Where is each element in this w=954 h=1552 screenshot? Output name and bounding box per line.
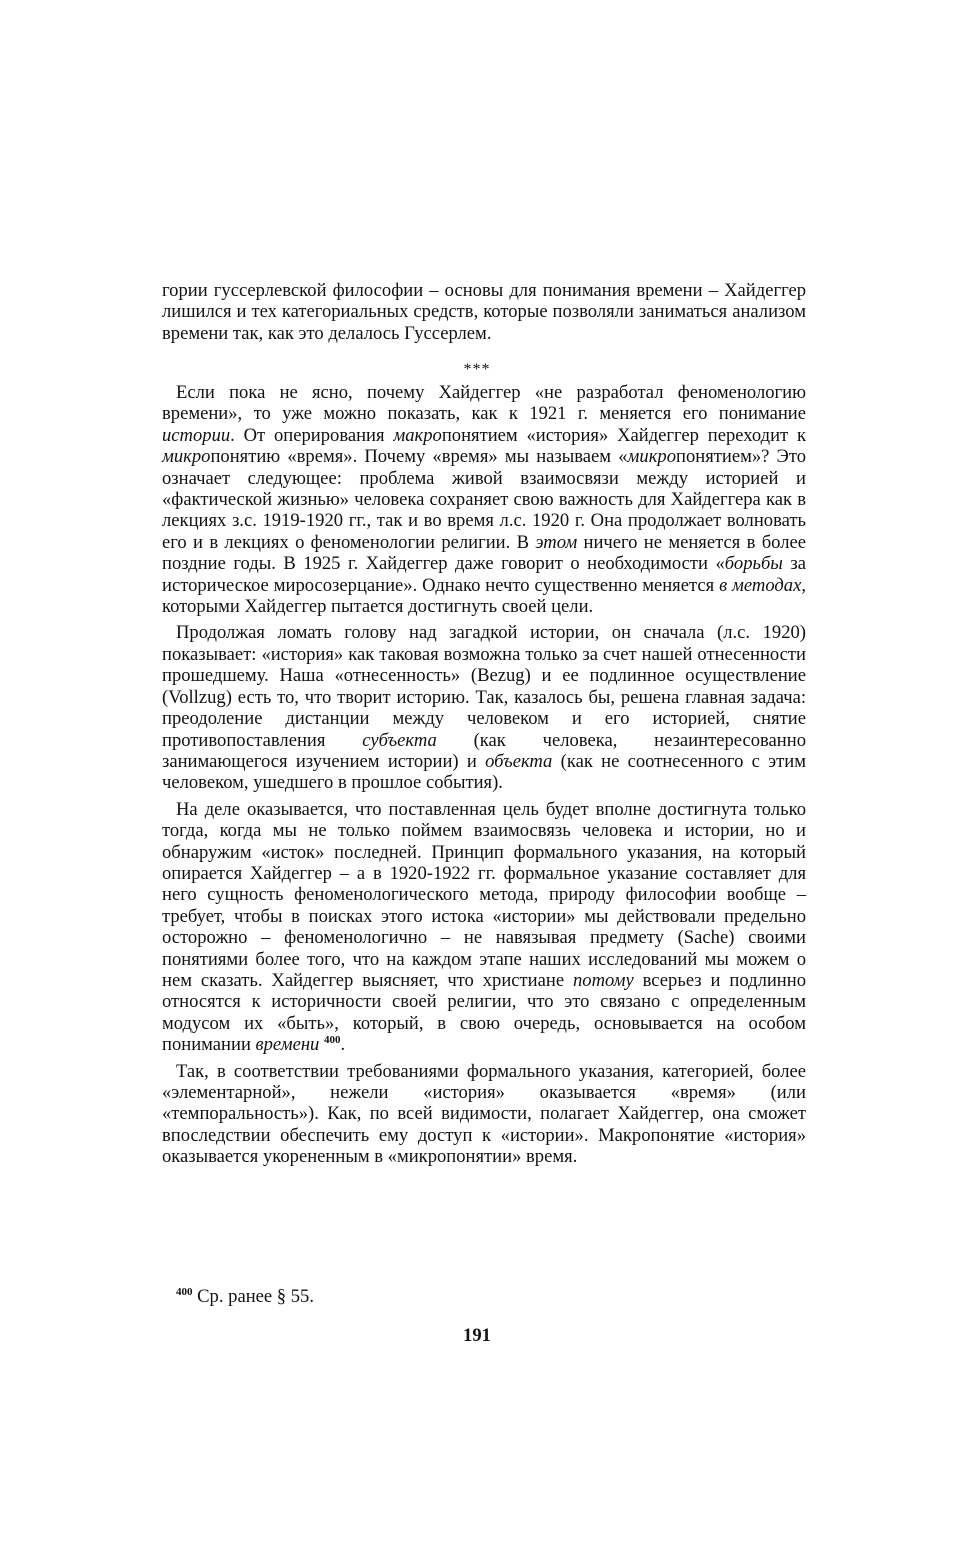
text-run: понятию «время». Почему «время» мы называем « [210,446,628,468]
paragraph [162,622,806,793]
italic-text: борьбы [724,553,783,575]
italic-text: субъекта [362,729,437,751]
italic-text: этом [535,531,578,553]
footnote-text: Ср. ранее § 55. [192,1286,314,1307]
text-run: (как не соотнесенного с этим человеком, ушедшего в прошлое события). [162,750,806,794]
footnote [176,1286,314,1308]
text-run: , которыми Хайдеггер пытается достигнуть своей цели. [162,574,807,618]
main-text [162,382,806,1173]
footnote-reference: 400 [324,1034,341,1046]
text-run: всерьез и подлинно относятся к историчности своей религии, что это связано с определенным модусом их «быть», который, в свою очередь, основывается на особом понимании [162,969,806,1056]
text-run: . От оперирования [230,424,394,446]
text-run: понятием «история» Хайдеггер переходит к [441,424,807,446]
italic-text: объекта [485,750,553,772]
italic-text: макро [393,424,442,446]
text-run: Продолжая ломать голову над загадкой истории, он сначала (л.с. 1920) показывает: «история» как таковая возможна только за счет нашей отнесенности прошедшему. Наша «отнесенность» (Bezug) и ее подлинное осуществление (Vollzug) есть то, что творит историю. Так, казалось бы, решена главная задача: преодоление дистанции между человеком и его историей, снятие противопоставления [162,622,806,751]
italic-text: истории [162,424,231,446]
section-separator: *** [463,361,491,378]
paragraph [162,382,806,617]
continuation-paragraph: гории гуссерлевской философии – основы для понимания времени – Хайдеггер лишился и тех категориальных средств, которые позволяли заниматься анализом времени так, как это делалось Гуссерлем. [162,280,806,344]
footnote-marker: 400 [176,1285,193,1298]
text-run: . [340,1034,346,1056]
text-run: Так, в соответствии требованиями формального указания, категорией, более «элементарной», нежели «история» оказывается «время» (или «темпоральность»). Как, по всей видимости, полагает Хайдеггер, она сможет впоследствии обеспечить ему доступ к «истории». Макропонятие «история» оказывается укорененным в «микропонятии» время. [162,1060,806,1168]
italic-text: времени [255,1034,320,1056]
text-column-top [162,280,806,344]
text-run: Если пока не ясно, почему Хайдеггер «не разработал феноменологию времени», то уже можно показать, как к 1921 г. меняется его понимание [162,382,806,425]
paragraph [162,1061,806,1168]
paragraph [162,799,806,1056]
italic-text: потому [573,969,634,991]
text-run: На деле оказывается, что поставленная цель будет вполне достигнута только тогда, когда мы не только поймем взаимосвязь человека и истории, но и обнаружим «исток» последней. Принцип формального указания, на который опирается Хайдеггер – а в 1920-1922 гг. формальное указание составляет для него сущность феноменологического метода, природу философии вообще – требует, чтобы в поисках этого истока «истории» мы действовали предельно осторожно – феноменологично – не навязывая предмету (Sache) своими понятиями более того, что на каждом этапе наших исследований мы можем о нем сказать. Хайдеггер выясняет, что христиане [162,798,806,991]
page-number: 191 [463,1325,491,1346]
text-run: ничего не меняется в более поздние годы. В 1925 г. Хайдеггер даже говорит о необходимости « [162,531,806,575]
text-run: понятием»? Это означает следующее: проблема живой взаимосвязи между историей и «фактической жизнью» человека сохраняет свою важность для Хайдеггера как в лекциях з.с. 1919-1920 гг., так и во время л.с. 1920 г. Она продолжает волновать его и в лекциях о феноменологии религии. В [162,446,806,553]
text-run: (как человека, незаинтересованно занимающегося изучением истории) и [162,729,806,772]
italic-text: микро [627,446,676,468]
italic-text: микро [162,446,211,468]
text-run: за историческое миросозерцание». Однако нечто существенно меняется [162,553,806,596]
italic-text: в методах [719,574,802,596]
